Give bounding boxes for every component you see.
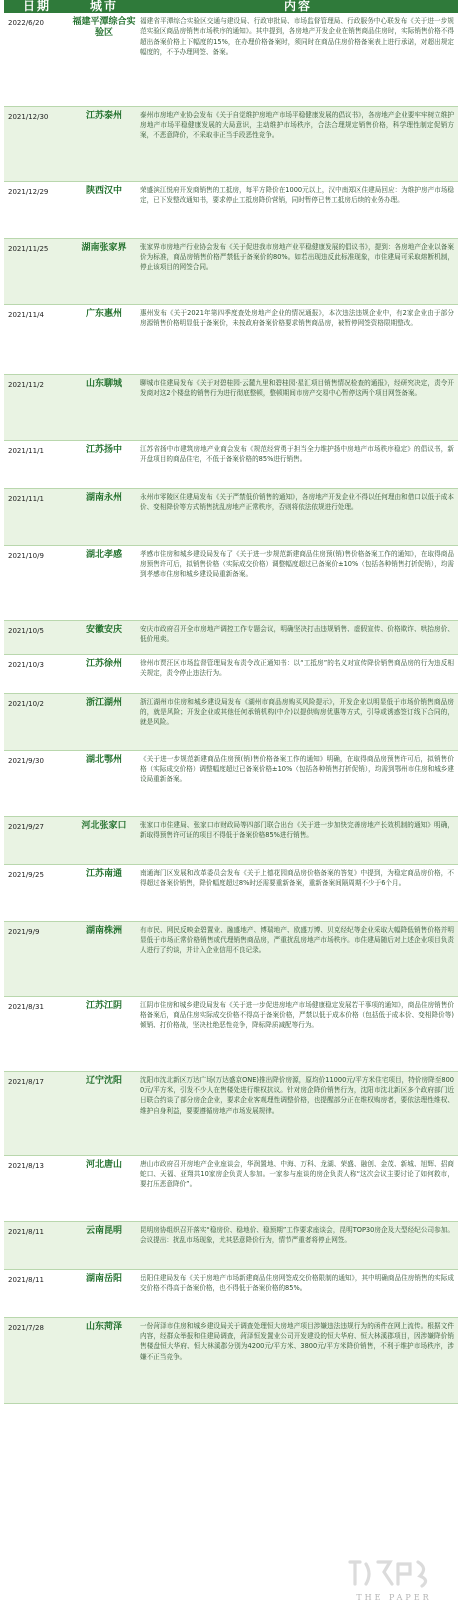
row-date: 2021/8/11: [4, 1269, 70, 1317]
table-row: [4, 106, 458, 181]
row-city: 江苏南通: [70, 864, 138, 921]
row-city: 河北张家口: [70, 816, 138, 864]
row-content: 昆明房协组织召开落实“稳房价、稳地价、稳预期”工作要求座谈会，昆明TOP30房企及大型经纪公司参加。会议提出：扰乱市场现象，尤其恶意降价行为，情节严重者将停止网签。: [138, 1221, 458, 1269]
row-date: 2021/8/13: [4, 1155, 70, 1221]
row-city: 安徽安庆: [70, 620, 138, 654]
row-content: 孝感市住房和城乡建设局发布了《关于进一步规范新建商品住房预(销)售价格备案工作的通知》，在取得商品房预售许可后，拟销售价格（实际成交价格）调整幅度超过已备案价±10%（包括各种销售打折促销），均需到孝感市住房和城乡建设局重新备案。: [138, 545, 458, 620]
row-city: 湖南张家界: [70, 238, 138, 304]
table-row: [4, 488, 458, 545]
row-date: 2021/11/1: [4, 488, 70, 545]
row-city: 湖南岳阳: [70, 1269, 138, 1317]
row-date: 2021/7/28: [4, 1317, 70, 1403]
row-city: 江苏扬中: [70, 440, 138, 488]
row-content: 江阴市住房和城乡建设局发布《关于进一步促进房地产市场健康稳定发展若干事项的通知》，商品住房销售价格备案后，商品住房实际成交价格不得高于备案价格，严禁以低于成本价格（包括低于成本价、变相降价等)倾销、打价格战，坚决杜绝恶性竞争，降标降质减配等行为。: [138, 996, 458, 1071]
table-row: [4, 816, 458, 864]
row-date: 2021/9/27: [4, 816, 70, 864]
row-content: 一份菏泽市住房和城乡建设局关于调查处理恒大房地产项目涉嫌违法违规行为的函件在网上流传。根据文件内容，经群众举报和住建局调查，菏泽恒发置业公司开发建设的恒大华府、恒大林溪郡项目，因涉嫌降价销售楼盘恒大华府、恒大林溪郡分别为4200元/平方米、3800元/平方米降价销售，不利于维护市场秩序，涉嫌不正当竞争。: [138, 1317, 458, 1403]
row-content: 惠州发布《关于2021年第四季度查处房地产企业的情况通报》，本次违法违规企业中，有2家企业由于部分房源销售价格明显低于备案价，未按政府备案价格要求销售商品房，被暂停网签资格限期整改。: [138, 304, 458, 374]
row-date: 2021/12/30: [4, 106, 70, 181]
row-content: 聊城市住建局发布《关于对碧桂园·云麓九里和碧桂园·星汇项目销售情况检查的通报》，经研究决定，责令开发商对这2个楼盘的销售行为进行彻底整顿，整顿期间市房产交易中心暂停这两个项目网签备案。: [138, 374, 458, 440]
row-date: 2021/8/17: [4, 1071, 70, 1155]
table-row: [4, 181, 458, 238]
row-date: 2021/12/29: [4, 181, 70, 238]
row-content: 永州市零陵区住建局发布《关于严禁低价销售的通知》，各房地产开发企业不得以任何理由和借口以低于成本价、变相降价等方式销售扰乱房地产正常秩序，否则将依法依规进行处理。: [138, 488, 458, 545]
table-body: [4, 13, 458, 1403]
table-row: [4, 921, 458, 996]
table-row: [4, 374, 458, 440]
row-date: 2021/9/9: [4, 921, 70, 996]
row-content: 沈阳市沈北新区万达广场(万达盛京ONE)推出降价房源，原均价11000元/平方米住宅项目，特价房降至8000元/平方米，引发不少人在售楼处进行维权抗议。针对房企降价销售行为，沈阳市沈北新区多个政府部门近日联合约谈了部分房企企业，要求企业客观理性调整价格，也提醒部分正在维权购房者，要依法理性维权、维护自身利益，要要遵循房地产市场发展规律。: [138, 1071, 458, 1155]
row-content: 南通海门区发展和改革委员会发布《关于上德花园商品房价格备案的答复》中提到，为稳定商品房价格，不得超过备案价销售，降价幅度超过8%时还需要重新备案，重新备案间隔周期不少于6个月。: [138, 864, 458, 921]
row-content: 浙江湖州市住房和城乡建设局发布《湖州市商品房购买风险提示》，开发企业以明显低于市场价销售商品房的，就是风险；开发企业或其他任何承销机构(中介)以提供购房优惠等方式，引导或诱惑签订线下合同的，就是风险。: [138, 693, 458, 750]
row-city: 浙江湖州: [70, 693, 138, 750]
row-date: 2021/10/5: [4, 620, 70, 654]
table-row: [4, 654, 458, 693]
row-date: 2021/11/25: [4, 238, 70, 304]
table-row: [4, 1317, 458, 1403]
row-city: 福建平潭综合实验区: [70, 13, 138, 106]
row-date: 2021/11/2: [4, 374, 70, 440]
row-city: 江苏泰州: [70, 106, 138, 181]
table-row: [4, 304, 458, 374]
table-row: [4, 1221, 458, 1269]
table-row: [4, 1071, 458, 1155]
row-city: 江苏徐州: [70, 654, 138, 693]
row-content: 徐州市贾汪区市场监督管理局发布责令改正通知书：以“工抵房”的名义对宣传降价销售商品房的行为违反相关规定，责令停止违法行为。: [138, 654, 458, 693]
row-date: 2022/6/20: [4, 13, 70, 106]
header-city: 城市: [70, 0, 138, 13]
header-content: 内容: [138, 0, 458, 13]
table-row: [4, 440, 458, 488]
row-date: 2021/9/25: [4, 864, 70, 921]
table-row: [4, 750, 458, 816]
row-content: 张家口市住建局、张家口市财政局等四部门联合出台《关于进一步加快完善房地产长效机制的通知》明确，新取得预售许可证的项目不得低于备案价格85%进行销售。: [138, 816, 458, 864]
row-content: 有市民、网民反映金碧置业、融盛地产、博瑞地产、欧盛万博、贝克经纪等企业采取大幅降低销售价格并明显低于市场正常价格销售或代理销售商品房，严重扰乱房地产市场秩序。市住建局随后对上述企业项目负责人进行了约谈，并计入企业信用不良记录。: [138, 921, 458, 996]
table-row: [4, 238, 458, 304]
row-content: 《关于进一步规范新建商品住房预(销)售价格备案工作的通知》明确，在取得商品房预售许可后，拟销售价格（实际成交价格）调整幅度超过已备案价格±10%（包括各种销售打折促销），均需到鄂州市住房和城乡建设局重新备案。: [138, 750, 458, 816]
row-content: 福建省平潭综合实验区交通与建设局、行政审批局、市场监督管理局、行政服务中心联发布《关于进一步规范实验区商品房销售市场秩序的通知》。其中提到，各房地产开发企业在销售商品住房时，实际销售价格不得超出备案价格上下幅度的15%，在办理价格备案时，须同时在商品住房价格备案表上进行承诺，对超出规定幅度的，不予办理网签、备案。: [138, 13, 458, 106]
row-date: 2021/8/31: [4, 996, 70, 1071]
watermark: [334, 1558, 454, 1602]
row-date: 2021/11/4: [4, 304, 70, 374]
watermark-text: THE PAPER: [356, 1593, 432, 1602]
table-row: [4, 545, 458, 620]
table-row: [4, 620, 458, 654]
row-date: 2021/10/3: [4, 654, 70, 693]
watermark-logo-icon: [342, 1558, 442, 1588]
row-city: 云南昆明: [70, 1221, 138, 1269]
table-row: [4, 996, 458, 1071]
row-city: 陕西汉中: [70, 181, 138, 238]
row-content: 唐山市政府召开房地产企业座谈会，华润置地、中海、万科、龙湖、荣盛、融创、金茂、新城、旭辉、招商蛇口、天福、亚翔共10家房企负责人参加。一家参与座谈的房企负责人称“这次会议主要讨论了如何救市，要打压恶意降价”。: [138, 1155, 458, 1221]
row-date: 2021/9/30: [4, 750, 70, 816]
row-city: 江苏江阴: [70, 996, 138, 1071]
row-city: 山东菏泽: [70, 1317, 138, 1403]
table-row: [4, 13, 458, 106]
row-date: 2021/8/11: [4, 1221, 70, 1269]
row-content: 江苏省扬中市建筑房地产业商会发布《规范经营勇于担当全力维护扬中房地产市场秩序稳定》的倡议书，新开盘项目的商品住宅，不低于备案价格的85%进行销售。: [138, 440, 458, 488]
table-header: [4, 0, 458, 13]
row-city: 湖北鄂州: [70, 750, 138, 816]
table-row: [4, 1269, 458, 1317]
row-date: 2021/10/9: [4, 545, 70, 620]
row-content: 荣盛滨江悦府开发商销售的工抵房，每平方降价在1000元以上，汉中南郑区住建局回应：为维护房产市场稳定，已下发整改通知书，要求停止工抵房降价营销，同时暂停已售工抵房后续的业务办理。: [138, 181, 458, 238]
row-content: 安庆市政府召开全市房地产调控工作专题会议，明确坚决打击违规销售、虚假宣传、价格欺诈、哄抬房价、低价甩卖。: [138, 620, 458, 654]
row-city: 湖南株洲: [70, 921, 138, 996]
row-city: 辽宁沈阳: [70, 1071, 138, 1155]
row-city: 山东聊城: [70, 374, 138, 440]
row-city: 湖南永州: [70, 488, 138, 545]
policy-table: [4, 0, 458, 1404]
row-date: 2021/10/2: [4, 693, 70, 750]
row-city: 湖北孝感: [70, 545, 138, 620]
row-content: 岳阳住建局发布《关于房地产市场新建商品住房网签成交价格限制的通知》，其中明确商品住房销售的实际成交价格不得高于备案价格，也不得低于备案价格的85%。: [138, 1269, 458, 1317]
table-row: [4, 1155, 458, 1221]
row-city: 广东惠州: [70, 304, 138, 374]
row-content: 泰州市房地产业协会发布《关于自觉维护房地产市场平稳健康发展的倡议书》，各房地产企业要牢牢树立维护房地产市场平稳健康发展的大局意识，主动维护市场秩序，合法合理规定销售价格，科学理性制定促销方案，不恶意降价，不采取非正当手段恶性竞争。: [138, 106, 458, 181]
row-city: 河北唐山: [70, 1155, 138, 1221]
table-row: [4, 693, 458, 750]
table-row: [4, 864, 458, 921]
row-date: 2021/11/1: [4, 440, 70, 488]
row-content: 张家界市房地产行业协会发布《关于促进我市房地产业平稳健康发展的倡议书》，提到：各房地产企业以备案价为标准，商品房销售价格严禁低于备案价的80%。如若出现违反此标准现象，市住建局可采取熔断机制，停止该项目的网签合同。: [138, 238, 458, 304]
header-date: 日期: [4, 0, 70, 13]
